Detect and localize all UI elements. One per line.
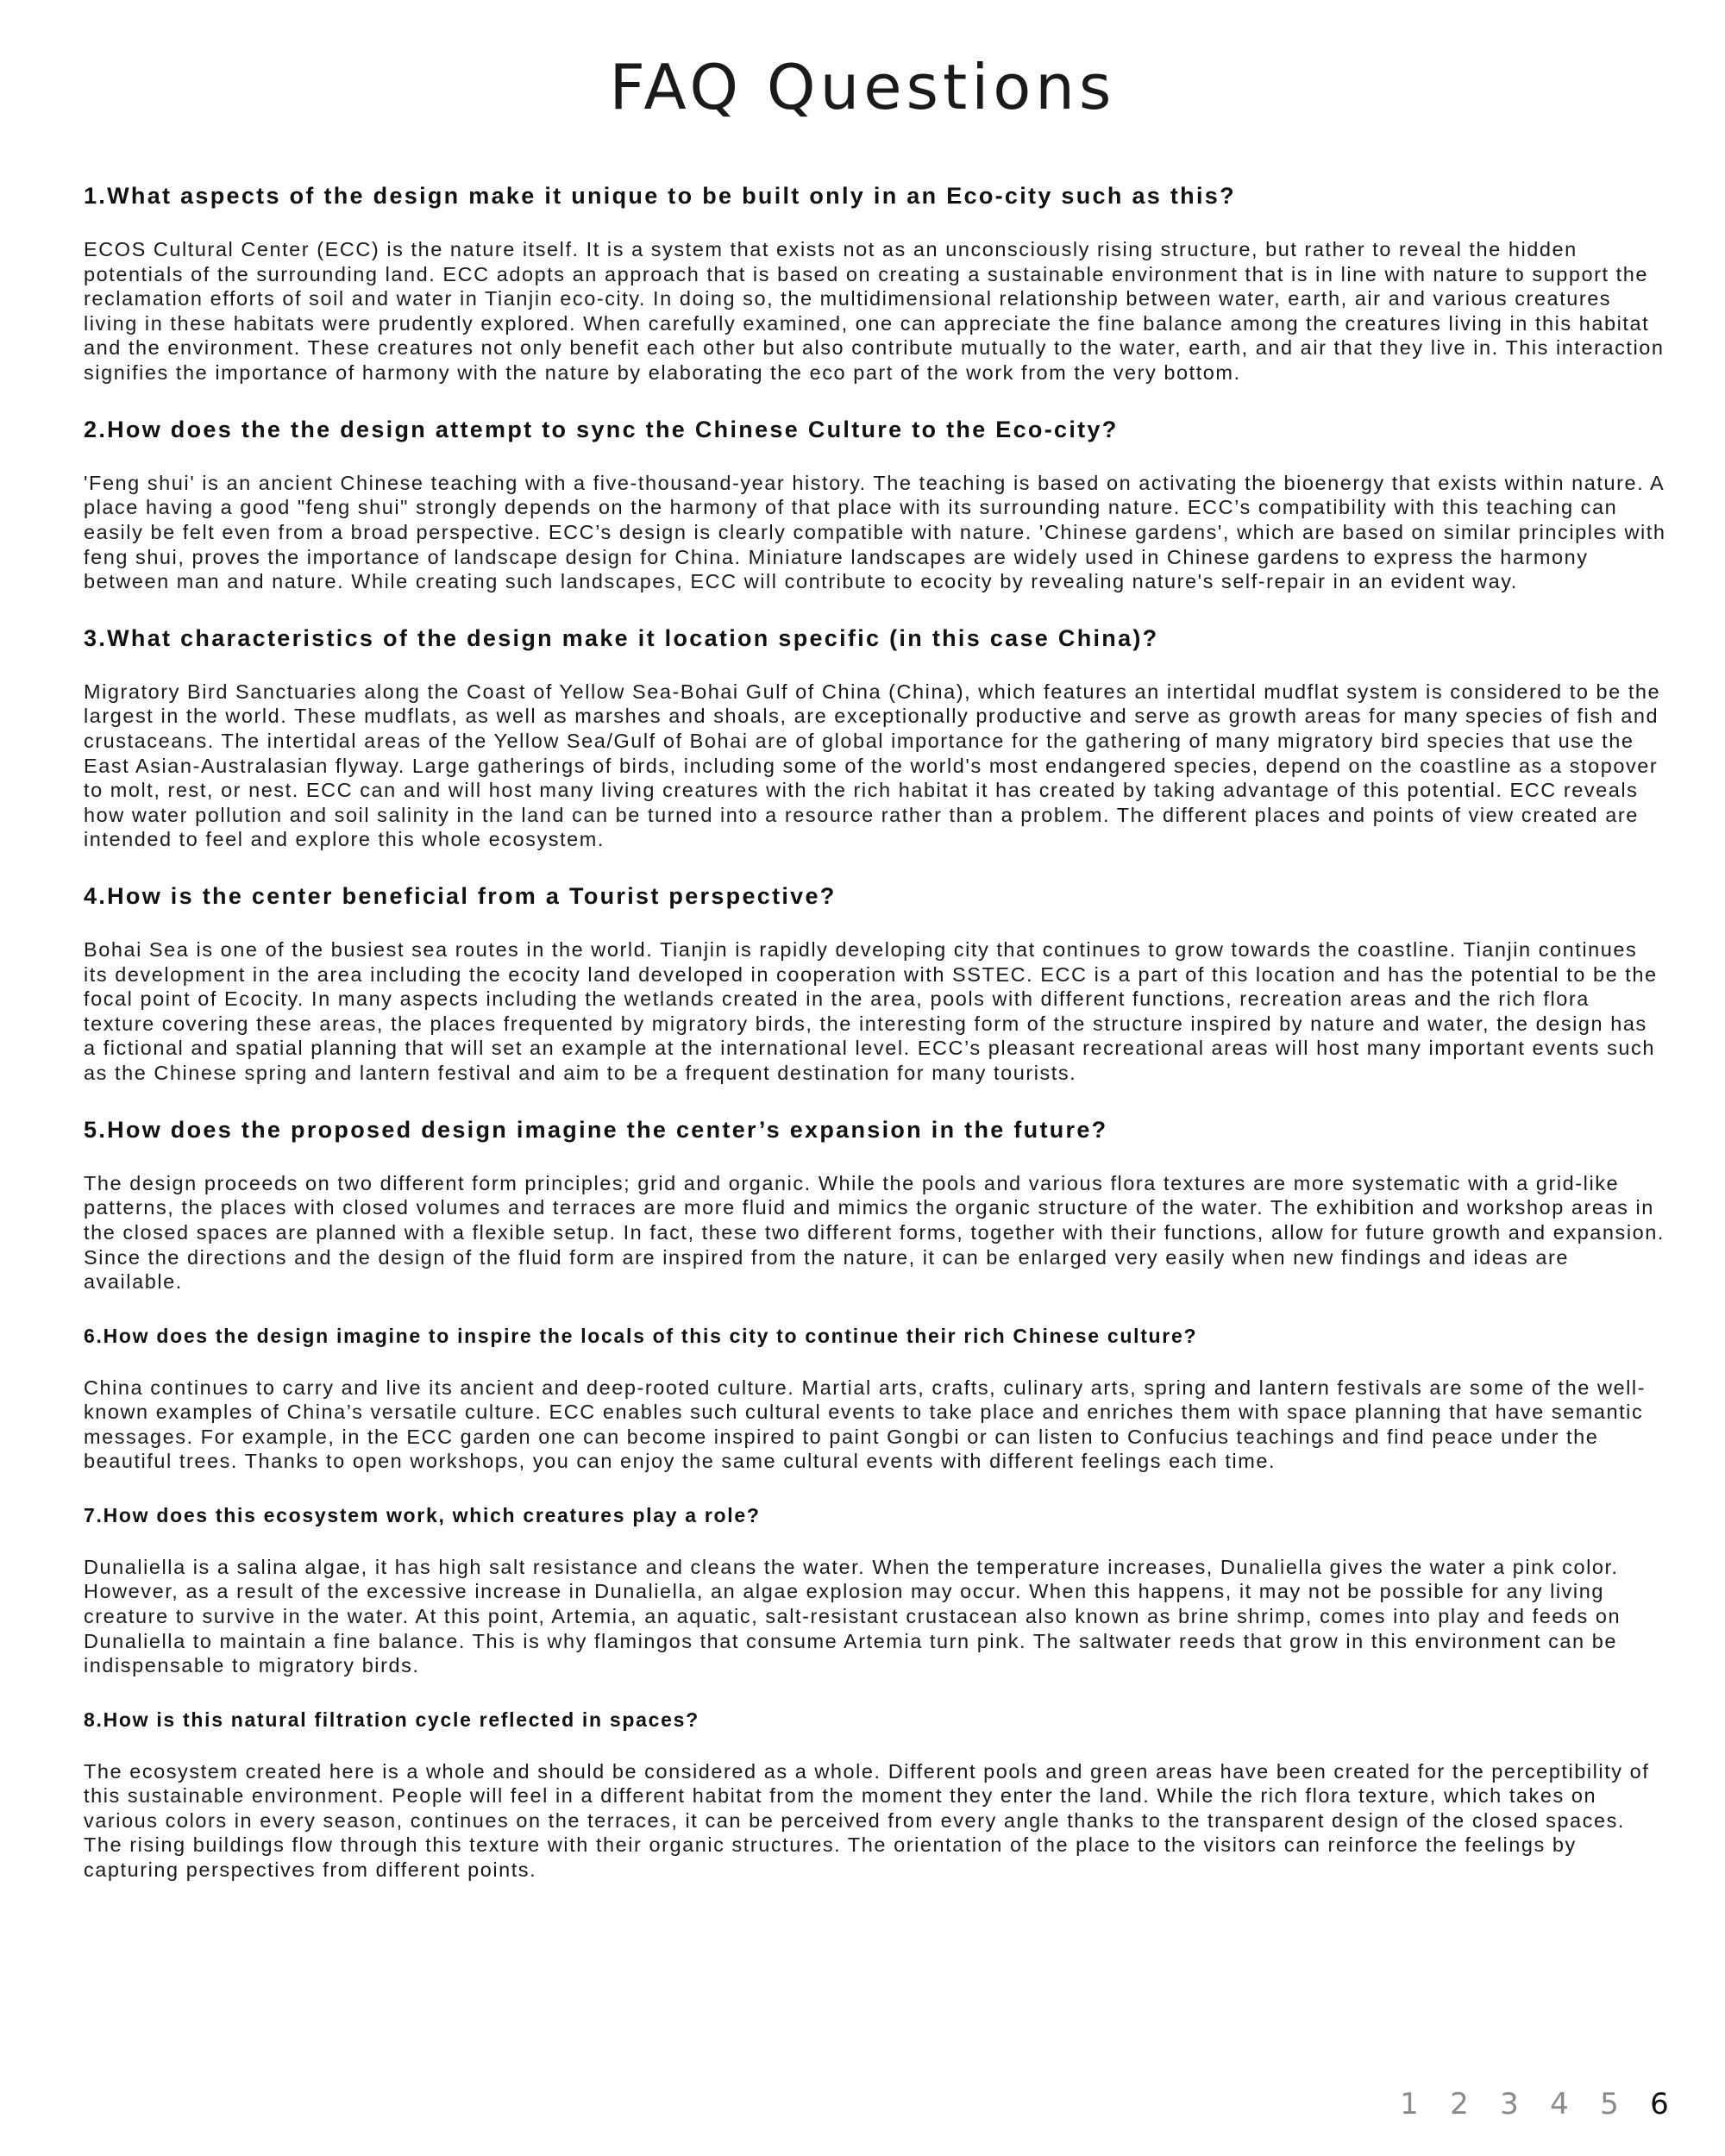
faq-item (84, 1503, 1666, 1678)
faq-answer: The ecosystem created here is a whole and should be considered as a whole. Different pools and green areas have been created for the perceptibility of this sustainable environment. People will feel in a different habitat from the moment they enter the land. While the rich flora texture, which takes on various colors in every season, continues on the terraces, it can be perceived from every angle thanks to the transparent design of the closed spaces. The rising buildings flow through this texture with their organic structures. The orientation of the place to the visitors can reinforce the feelings by capturing perspectives from different points. (84, 1759, 1650, 1882)
faq-answer: ECOS Cultural Center (ECC) is the nature itself. It is a system that exists not as an unconsciously rising structure, but rather to reveal the hidden potentials of the surrounding land. ECC adopts an approach that is based on creating a sustainable environment that is in line with nature to support the reclamation efforts of soil and water in Tianjin eco-city. In doing so, the multidimensional relationship between water, earth, air and various creatures living in these habitats were prudently explored. When carefully examined, one can appreciate the fine balance among the creatures living in this habitat and the environment. These creatures not only benefit each other but also contribute mutually to the water, earth, and air that they live in. This interaction signifies the importance of harmony with the nature by elaborating the eco part of the work from the very bottom. (84, 238, 1665, 385)
faq-answer: The design proceeds on two different form principles; grid and organic. While the pools and various flora textures are more systematic with a grid-like patterns, the places with closed volumes and terraces are more fluid and mimics the organic structure of the water. The exhibition and workshop areas in the closed spaces are planned with a flexible setup. In fact, these two different forms, together with their functions, allow for future growth and expansion. Since the directions and the design of the fluid form are inspired from the nature, it can be enlarged very easily when new findings and ideas are available. (84, 1171, 1665, 1294)
faq-answer: 'Feng shui' is an ancient Chinese teaching with a five-thousand-year history. The teaching is based on activating the bioenergy that exists within nature. A place having a good "feng shui" strongly depends on the harmony of that place with its surrounding nature. ECC’s compatibility with this teaching can easily be felt even from a broad perspective. ECC’s design is clearly compatible with nature. 'Chinese gardens', which are based on similar principles with feng shui, proves the importance of landscape design for China. Miniature landscapes are widely used in Chinese gardens to express the harmony between man and nature. While creating such landscapes, ECC will contribute to ecocity by revealing nature's self-repair in an evident way. (84, 471, 1666, 593)
faq-item (84, 881, 1666, 1086)
faq-item (84, 1708, 1666, 1883)
faq-question: 7.How does this ecosystem work, which creatures play a role? (84, 1503, 761, 1526)
pagination (1396, 2087, 1673, 2122)
faq-item (84, 624, 1666, 852)
faq-question: 1.What aspects of the design make it unique to be built only in an Eco-city such as this? (84, 183, 1236, 209)
faq-question: 3.What characteristics of the design make it location specific (in this case China)? (84, 624, 1159, 651)
page-link-5[interactable]: 5 (1600, 2087, 1619, 2122)
faq-answer: Dunaliella is a salina algae, it has high salt resistance and cleans the water. When the temperature increases, Dunaliella gives the water a pink color. However, as a result of the excessive increase in Dunaliella, an algae explosion may occur. When this happens, it may not be possible for any living creature to survive in the water. At this point, Artemia, an aquatic, salt-resistant crustacean also known as brine shrimp, comes into play and feeds on Dunaliella to maintain a fine balance. This is why flamingos that consume Artemia turn pink. The saltwater reeds that grow in this environment can be indispensable to migratory birds. (84, 1555, 1622, 1677)
page-title: FAQ Questions (609, 51, 1116, 123)
page-link-6-current[interactable]: 6 (1650, 2087, 1669, 2122)
faq-question: 8.How is this natural filtration cycle reflected in spaces? (84, 1708, 699, 1731)
faq-question: 6.How does the design imagine to inspire the locals of this city to continue their rich Chinese culture? (84, 1324, 1198, 1347)
faq-list (84, 181, 1666, 1912)
page-link-4[interactable]: 4 (1550, 2087, 1569, 2122)
faq-answer: Bohai Sea is one of the busiest sea routes in the world. Tianjin is rapidly developing city that continues to grow towards the coastline. Tianjin continues its development in the area including the ecocity land developed in cooperation with SSTEC. ECC is a part of this location and has the potential to be the focal point of Ecocity. In many aspects including the wetlands created in the area, pools with different functions, recreation areas and the rich flora texture covering these areas, the places frequented by migratory birds, the interesting form of the structure inspired by nature and water, the design has a fictional and spatial planning that will set an example at the international level. ECC’s pleasant recreational areas will host many important events such as the Chinese spring and lantern festival and aim to be a frequent destination for many tourists. (84, 938, 1658, 1085)
faq-item (84, 181, 1666, 385)
page-link-1[interactable]: 1 (1400, 2087, 1419, 2122)
page-link-3[interactable]: 3 (1500, 2087, 1519, 2122)
faq-item (84, 415, 1666, 594)
faq-answer: Migratory Bird Sanctuaries along the Coast of Yellow Sea-Bohai Gulf of China (China), which features an intertidal mudflat system is considered to be the largest in the world. These mudflats, as well as marshes and shoals, are exceptionally productive and serve as growth areas for many species of fish and crustaceans. The intertidal areas of the Yellow Sea/Gulf of Bohai are of global importance for the gathering of many migratory bird species that use the East Asian-Australasian flyway. Large gatherings of birds, including some of the world's most endangered species, depend on the coastline as a stopover to molt, rest, or nest. ECC can and will host many living creatures with the rich habitat it has created by taking advantage of this potential. ECC reveals how water pollution and soil salinity in the land can be turned into a resource rather than a problem. The different places and points of view created are intended to feel and explore this whole ecosystem. (84, 680, 1661, 851)
page-link-2[interactable]: 2 (1450, 2087, 1469, 2122)
faq-question: 4.How is the center beneficial from a Tourist perspective? (84, 882, 837, 909)
faq-answer: China continues to carry and live its ancient and deep-rooted culture. Martial arts, crafts, culinary arts, spring and lantern festivals are some of the well-known examples of China’s versatile culture. ECC enables such cultural events to take place and enriches them with space planning that have semantic messages. For example, in the ECC garden one can become inspired to paint Gongbi or can listen to Confucius teachings and find peace under the beautiful trees. Thanks to open workshops, you can enjoy the same cultural events with different feelings each time. (84, 1376, 1647, 1473)
faq-item (84, 1324, 1666, 1474)
faq-item (84, 1115, 1666, 1294)
faq-question: 5.How does the proposed design imagine the center’s expansion in the future? (84, 1116, 1108, 1143)
faq-question: 2.How does the the design attempt to sync the Chinese Culture to the Eco-city? (84, 416, 1119, 442)
